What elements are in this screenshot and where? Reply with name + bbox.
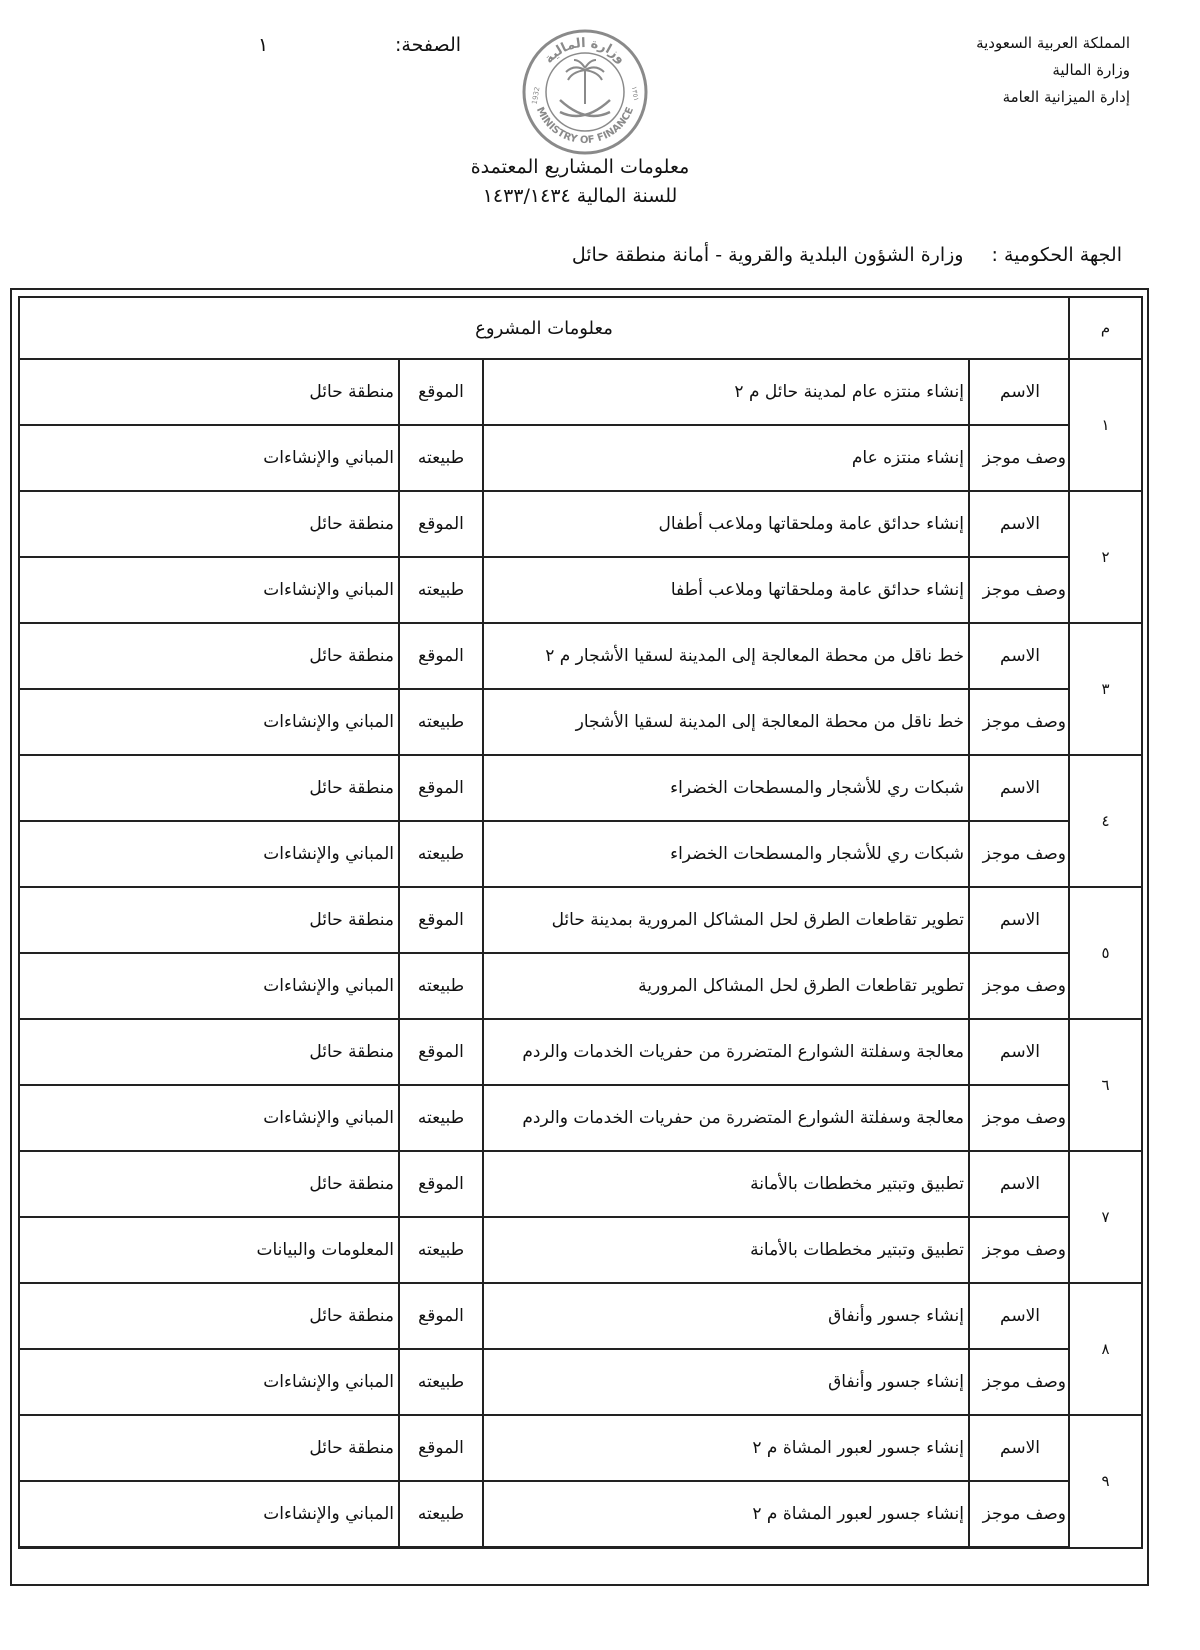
project-nature: المباني والإنشاءات — [19, 821, 399, 887]
project-name-row — [19, 1151, 1142, 1217]
nature-label: طبيعته — [399, 1481, 483, 1548]
project-number: ٧ — [1069, 1151, 1142, 1283]
project-location: منطقة حائل — [19, 623, 399, 689]
project-nature: المباني والإنشاءات — [19, 1349, 399, 1415]
project-name-row — [19, 491, 1142, 557]
location-label: الموقع — [399, 1019, 483, 1085]
entity-value: وزارة الشؤون البلدية والقروية - أمانة منطقة حائل — [571, 244, 964, 266]
project-nature: المباني والإنشاءات — [19, 1481, 399, 1548]
location-label: الموقع — [399, 359, 483, 425]
name-label: الاسم — [969, 1415, 1069, 1481]
name-label: الاسم — [969, 1019, 1069, 1085]
desc-label: وصف موجز — [969, 689, 1069, 755]
location-label: الموقع — [399, 623, 483, 689]
project-number: ٤ — [1069, 755, 1142, 887]
project-location: منطقة حائل — [19, 1415, 399, 1481]
location-label: الموقع — [399, 1151, 483, 1217]
location-label: الموقع — [399, 1415, 483, 1481]
project-desc: خط ناقل من محطة المعالجة إلى المدينة لسقيا الأشجار — [483, 689, 969, 755]
location-label: الموقع — [399, 491, 483, 557]
palm-and-swords-icon — [560, 60, 610, 116]
desc-label: وصف موجز — [969, 821, 1069, 887]
project-number: ١ — [1069, 359, 1142, 491]
name-label: الاسم — [969, 359, 1069, 425]
project-name-row — [19, 623, 1142, 689]
project-location: منطقة حائل — [19, 1151, 399, 1217]
table-header-row — [19, 297, 1142, 359]
name-label: الاسم — [969, 755, 1069, 821]
project-name: إنشاء جسور وأنفاق — [483, 1283, 969, 1349]
project-name-row — [19, 359, 1142, 425]
project-nature: المباني والإنشاءات — [19, 557, 399, 623]
desc-label: وصف موجز — [969, 1085, 1069, 1151]
project-name: إنشاء جسور لعبور المشاة م ٢ — [483, 1415, 969, 1481]
project-name: تطوير تقاطعات الطرق لحل المشاكل المرورية بمدينة حائل — [483, 887, 969, 953]
page-number: ١ — [258, 34, 269, 56]
country-name: المملكة العربية السعودية — [976, 34, 1130, 52]
location-label: الموقع — [399, 1283, 483, 1349]
project-location: منطقة حائل — [19, 1019, 399, 1085]
nature-label: طبيعته — [399, 557, 483, 623]
project-desc-row — [19, 689, 1142, 755]
project-name-row — [19, 1283, 1142, 1349]
project-desc-row — [19, 821, 1142, 887]
name-label: الاسم — [969, 623, 1069, 689]
department-name: إدارة الميزانية العامة — [1002, 88, 1130, 106]
seal-year-ah: ١٣٥١ — [629, 85, 641, 102]
project-nature: المعلومات والبيانات — [19, 1217, 399, 1283]
project-name-row — [19, 755, 1142, 821]
desc-label: وصف موجز — [969, 953, 1069, 1019]
project-location: منطقة حائل — [19, 1283, 399, 1349]
location-label: الموقع — [399, 755, 483, 821]
project-name: إنشاء منتزه عام لمدينة حائل م ٢ — [483, 359, 969, 425]
seal-arabic-text: وزارة المالية — [541, 35, 629, 67]
project-number: ٩ — [1069, 1415, 1142, 1548]
project-name: شبكات ري للأشجار والمسطحات الخضراء — [483, 755, 969, 821]
project-desc: تطبيق وتبتير مخططات بالأمانة — [483, 1217, 969, 1283]
project-desc: إنشاء جسور لعبور المشاة م ٢ — [483, 1481, 969, 1548]
project-desc: إنشاء منتزه عام — [483, 425, 969, 491]
nature-label: طبيعته — [399, 1217, 483, 1283]
project-location: منطقة حائل — [19, 755, 399, 821]
name-label: الاسم — [969, 1283, 1069, 1349]
government-entity — [572, 244, 1122, 266]
project-desc-row — [19, 557, 1142, 623]
project-nature: المباني والإنشاءات — [19, 1085, 399, 1151]
seal-english-text: MINISTRY OF FINANCE — [533, 105, 637, 147]
project-nature: المباني والإنشاءات — [19, 953, 399, 1019]
ministry-seal-logo — [520, 28, 650, 156]
project-desc-row — [19, 1085, 1142, 1151]
projects-table — [18, 296, 1143, 1549]
project-name-row — [19, 1019, 1142, 1085]
nature-label: طبيعته — [399, 821, 483, 887]
project-desc: إنشاء جسور وأنفاق — [483, 1349, 969, 1415]
project-name: تطبيق وتبتير مخططات بالأمانة — [483, 1151, 969, 1217]
project-desc: إنشاء حدائق عامة وملحقاتها وملاعب أطفا — [483, 557, 969, 623]
header-org-block — [870, 30, 1130, 111]
project-nature: المباني والإنشاءات — [19, 425, 399, 491]
project-location: منطقة حائل — [19, 491, 399, 557]
project-nature: المباني والإنشاءات — [19, 689, 399, 755]
name-label: الاسم — [969, 887, 1069, 953]
desc-label: وصف موجز — [969, 1481, 1069, 1548]
desc-label: وصف موجز — [969, 1217, 1069, 1283]
project-desc-row — [19, 1481, 1142, 1548]
project-number: ٥ — [1069, 887, 1142, 1019]
projects-table-frame — [10, 288, 1149, 1586]
nature-label: طبيعته — [399, 425, 483, 491]
name-label: الاسم — [969, 491, 1069, 557]
nature-label: طبيعته — [399, 689, 483, 755]
project-desc-row — [19, 1349, 1142, 1415]
project-desc-row — [19, 1217, 1142, 1283]
project-name-row — [19, 1415, 1142, 1481]
project-location: منطقة حائل — [19, 359, 399, 425]
project-name: معالجة وسفلتة الشوارع المتضررة من حفريات الخدمات والردم — [483, 1019, 969, 1085]
project-number: ٦ — [1069, 1019, 1142, 1151]
desc-label: وصف موجز — [969, 1349, 1069, 1415]
project-desc-row — [19, 953, 1142, 1019]
project-location: منطقة حائل — [19, 887, 399, 953]
header-project-info: معلومات المشروع — [19, 297, 1069, 359]
project-name: خط ناقل من محطة المعالجة إلى المدينة لسقيا الأشجار م ٢ — [483, 623, 969, 689]
nature-label: طبيعته — [399, 953, 483, 1019]
nature-label: طبيعته — [399, 1349, 483, 1415]
ministry-name: وزارة المالية — [1052, 61, 1130, 79]
nature-label: طبيعته — [399, 1085, 483, 1151]
project-number: ٣ — [1069, 623, 1142, 755]
project-desc: شبكات ري للأشجار والمسطحات الخضراء — [483, 821, 969, 887]
project-desc: تطوير تقاطعات الطرق لحل المشاكل المرورية — [483, 953, 969, 1019]
desc-label: وصف موجز — [969, 425, 1069, 491]
header-num: م — [1069, 297, 1142, 359]
project-desc-row — [19, 425, 1142, 491]
title-line-2: للسنة المالية ١٤٣٣/١٤٣٤ — [482, 185, 678, 207]
name-label: الاسم — [969, 1151, 1069, 1217]
project-name: إنشاء حدائق عامة وملحقاتها وملاعب أطفال — [483, 491, 969, 557]
project-desc: معالجة وسفلتة الشوارع المتضررة من حفريات الخدمات والردم — [483, 1085, 969, 1151]
location-label: الموقع — [399, 887, 483, 953]
document-title — [400, 153, 760, 211]
page-label: الصفحة: — [395, 34, 462, 56]
project-number: ٨ — [1069, 1283, 1142, 1415]
project-number: ٢ — [1069, 491, 1142, 623]
project-name-row — [19, 887, 1142, 953]
title-line-1: معلومات المشاريع المعتمدة — [470, 156, 690, 178]
entity-label: الجهة الحكومية : — [991, 244, 1122, 266]
seal-year-ad: 1932 — [530, 86, 542, 106]
desc-label: وصف موجز — [969, 557, 1069, 623]
